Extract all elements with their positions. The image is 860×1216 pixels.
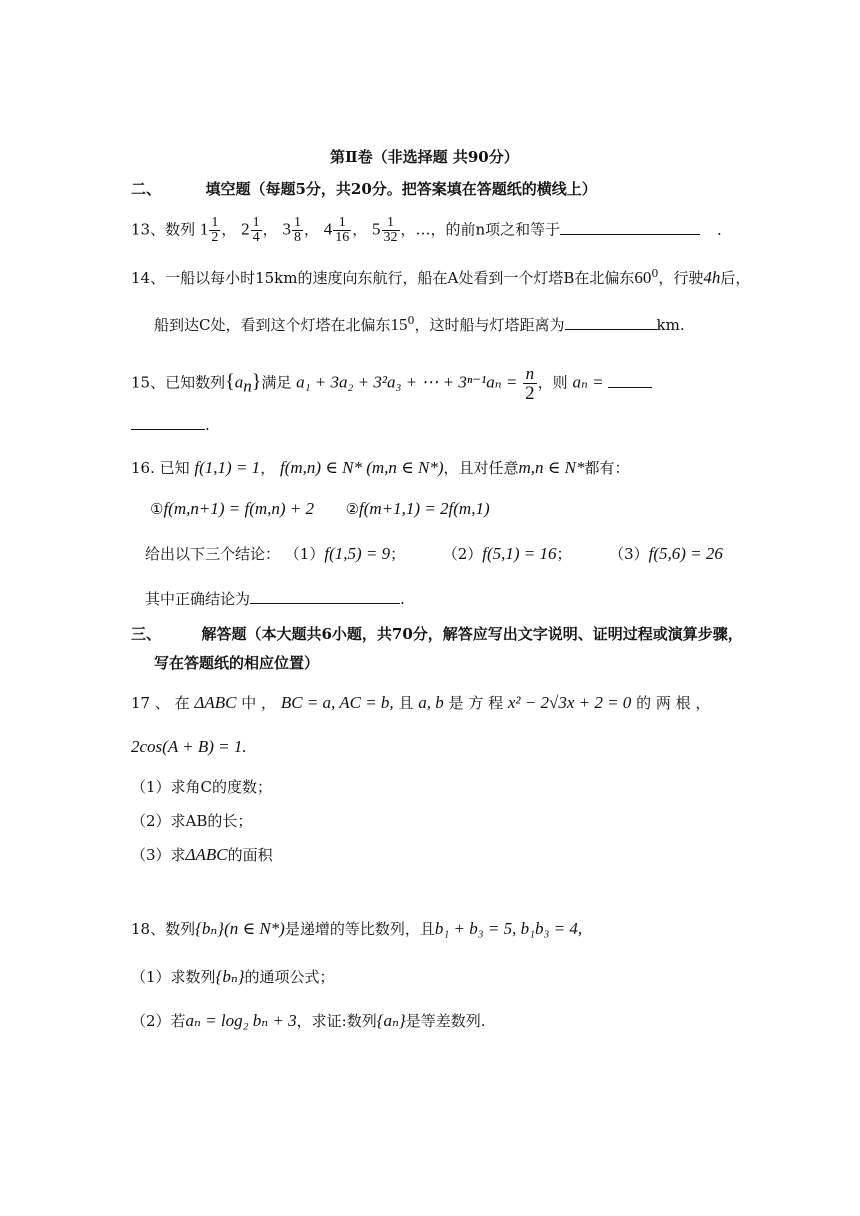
q15-label: 15、已知数列	[131, 373, 226, 392]
q15-ask: aₙ =	[572, 372, 604, 392]
q17-part-1: （1）求角C的度数；	[131, 778, 273, 796]
q13-term-2-frac: $\frac{1}{4}$	[252, 215, 260, 245]
q17-and: 且	[398, 694, 414, 712]
q13-term-2-whole: 2	[241, 219, 250, 239]
q14-mid-2: ，这时船与灯塔距离为	[414, 316, 565, 334]
part3-number: 三、	[131, 625, 162, 643]
q16-c1: f(1,5) = 9	[324, 544, 391, 563]
q14-mid-1: ，行驶	[658, 269, 704, 287]
q16-label: 16. 已知	[131, 459, 190, 477]
q18-part-1: （1）求数列{bₙ}的通项公式；	[131, 967, 335, 986]
q17-equation: x² − 2√3x + 2 = 0	[507, 693, 632, 712]
q17-part-2: （2）求AB的长；	[131, 812, 253, 830]
q13-answer-blank[interactable]	[560, 218, 700, 235]
question-15: 15、已知数列$\{a_n\}$满足 a₁ + 3a₂ + 3²a₃ + ⋯ + 3ⁿ⁻¹aₙ = $\frac{n}{2}$ ，则 aₙ =	[131, 364, 652, 403]
q17-roots: 的 两 根 ，	[636, 694, 711, 712]
q14-answer-blank[interactable]	[565, 313, 657, 330]
q15-expr: a₁ + 3a₂ + 3²a₃ + ⋯ + 3ⁿ⁻¹aₙ =	[296, 372, 518, 392]
q16-c2: f(5,1) = 16	[482, 544, 557, 563]
q17-ab: a, b	[418, 693, 444, 712]
q16-cond-end: 都有：	[584, 459, 630, 477]
q15-rhs-frac: $\frac{n}{2}$	[525, 364, 535, 404]
q16-rules	[150, 498, 490, 520]
q15-satisfy: 满足	[261, 373, 292, 392]
q18-part-2-seq: {aₙ}	[376, 1011, 406, 1030]
q17-part-3-triangle: ΔABC	[185, 845, 228, 864]
q13-term-1-frac: $\frac{1}{2}$	[211, 215, 219, 245]
q13-label: 13、数列	[131, 220, 196, 239]
q16-answer-blank[interactable]	[250, 587, 400, 604]
q14-text-1: 14、一船以每小时15km的速度向东航行，船在A处看到一个灯塔B在北偏东	[131, 269, 635, 287]
q14-after-1: 后，	[720, 269, 751, 287]
q13-term-5-whole: 5	[372, 219, 381, 239]
question-18	[131, 918, 582, 940]
q15-end: .	[205, 416, 210, 434]
q18-part-2: （2）若aₙ = log₂ bₙ + 3，求证:数列{aₙ}是等差数列.	[131, 1011, 486, 1030]
part3-heading-cont: 写在答题纸的相应位置）	[154, 654, 320, 672]
q13-term-4-frac: $\frac{1}{16}$	[335, 215, 350, 245]
q17-triangle: ΔABC	[194, 693, 237, 712]
q16-rule-1: f(m,n+1) = f(m,n) + 2	[163, 499, 315, 518]
q13-term-5-frac: $\frac{1}{32}$	[383, 215, 398, 245]
q14-hours: 4h	[703, 268, 721, 287]
q17-condition	[131, 736, 247, 758]
q16-given-1: f(1,1) = 1	[194, 458, 261, 477]
q15-then: ，则	[537, 373, 568, 392]
part3-heading	[131, 623, 743, 645]
q16-c3: f(5,6) = 26	[648, 544, 723, 563]
part2-heading	[131, 178, 597, 200]
q16-c3-mark: （3）	[609, 545, 649, 563]
q14-text-2: 船到达C处，看到这个灯塔在北偏东	[154, 316, 391, 334]
q13-tail: 的前n项之和等于	[445, 220, 561, 239]
q16-c1-mark: （1）	[284, 545, 325, 563]
q16-cond: ，且对任意	[443, 459, 519, 477]
q16-rule-2: f(m+1,1) = 2f(m,1)	[359, 499, 490, 518]
q15-answer-blank-1[interactable]	[608, 371, 652, 388]
question-14-line-1: 14、一船以每小时15km的速度向东航行，船在A处看到一个灯塔B在北偏东$60^0$，行驶4h后，	[131, 267, 751, 287]
q13-term-3-whole: 3	[282, 219, 291, 239]
q13-end: ．	[716, 220, 732, 239]
question-14-line-2: 船到达C处，看到这个灯塔在北偏东$15^0$，这时船与灯塔距离为 km.	[154, 314, 685, 334]
q17-sides: BC = a, AC = b,	[280, 693, 394, 712]
q18-part-1-seq: {bₙ}	[215, 967, 245, 986]
q16-rule-1-mark: ①	[150, 500, 164, 518]
question-17	[131, 692, 710, 714]
q15-answer-blank-2[interactable]	[131, 413, 205, 430]
q16-correct	[145, 587, 405, 610]
q16-c2-mark: （2）	[442, 545, 483, 563]
question-16: 16. 已知 f(1,1) = 1， f(m,n) ∈ N* (m,n ∈ N*)，且对任意m,n ∈ N*都有：	[131, 458, 630, 477]
q13-term-3-frac: $\frac{1}{8}$	[293, 215, 301, 245]
q16-give: 给出以下三个结论：	[145, 545, 281, 563]
question-13: 13、数列 1 $\frac{1}{2}$ ， 2 $\frac{1}{4}$ ， 3 $\frac{1}{8}$ ， 4 $\frac{1}{16}$ ， 5 $\frac{1}{32}$ ，…，的前n项之和等于 ．	[131, 215, 732, 245]
q16-conclusions: 给出以下三个结论： （1）f(1,5) = 9； （2）f(5,1) = 16； （3）f(5,6) = 26	[145, 544, 723, 563]
q18-desc: 是递增的等比数列，且	[284, 920, 435, 938]
q16-rule-2-mark: ②	[345, 500, 360, 518]
part2-text: 填空题（每题5分，共20分。把答案填在答题纸的横线上）	[205, 180, 597, 198]
section-title: 第Ⅱ卷（非选择题 共90分）	[330, 148, 519, 166]
q17-mid: 中 ，	[241, 694, 277, 712]
q14-unit: km.	[656, 316, 685, 334]
q14-angle-1: 60	[634, 268, 652, 287]
q14-angle-2: 15	[390, 315, 408, 334]
q18-seq: {bₙ}(n ∈ N*)	[195, 919, 285, 938]
q16-correct-text: 其中正确结论为	[145, 590, 251, 608]
q16-cond-var: m,n ∈ N*	[518, 458, 585, 477]
q16-given-2: f(m,n) ∈ N* (m,n ∈ N*)	[279, 458, 444, 477]
q17-label: 17 、 在	[131, 694, 190, 712]
q18-part-2-eq: aₙ = log₂ bₙ + 3	[185, 1011, 297, 1030]
q17-cos-condition: 2cos(A + B) = 1.	[131, 737, 247, 756]
part2-number: 二、	[131, 180, 162, 198]
q13-term-4-whole: 4	[323, 219, 333, 239]
q17-is: 是 方 程	[448, 694, 504, 712]
q18-cond: b₁ + b₃ = 5, b₁b₃ = 4,	[434, 919, 583, 938]
q18-label: 18、数列	[131, 920, 196, 938]
q17-part-3: （3）求ΔABC的面积	[131, 845, 273, 864]
q13-ellipsis: ，…，	[400, 220, 446, 239]
part3-text: 解答题（本大题共6小题，共70分，解答应写出文字说明、证明过程或演算步骤，	[201, 625, 743, 643]
q16-end: .	[400, 590, 405, 608]
q13-term-1-whole: 1	[199, 219, 209, 239]
question-15-cont	[131, 413, 210, 436]
